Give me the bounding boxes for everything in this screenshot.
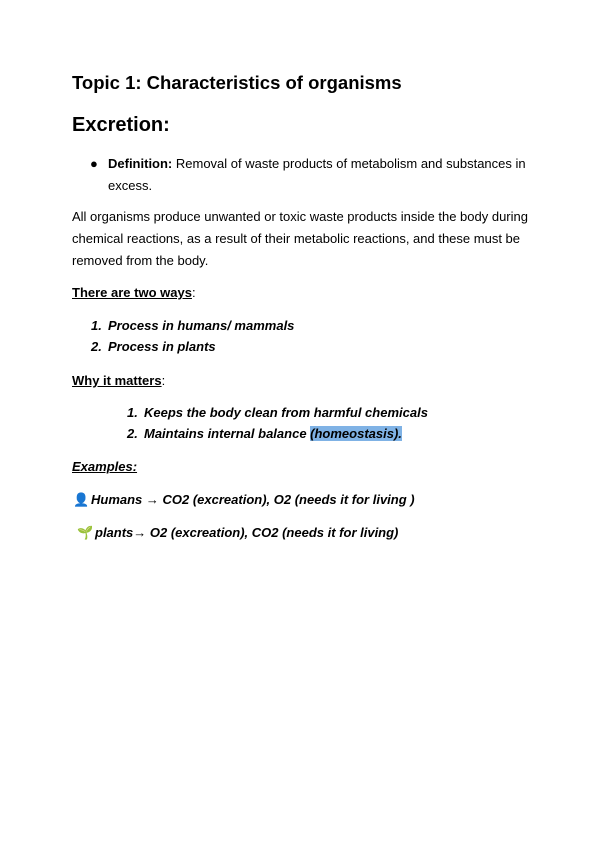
list-item <box>127 402 428 423</box>
example-humans-text: Humans → CO2 (excreation), O2 (needs it for living ) <box>91 492 415 507</box>
ways-heading <box>72 285 196 300</box>
highlighted-text: (homeostasis). <box>310 426 402 441</box>
list-item <box>91 336 294 357</box>
list-item <box>91 315 294 336</box>
examples-heading: Examples: <box>72 459 138 474</box>
matters-colon: : <box>161 373 166 388</box>
section-heading: Excretion: <box>72 114 170 136</box>
definition-bullet <box>90 153 540 197</box>
definition-label: Definition: <box>108 156 173 171</box>
bullet-dot-icon: ● <box>90 156 98 171</box>
list-text: Keeps the body clean from harmful chemicals <box>144 405 428 420</box>
list-text: Process in plants <box>108 339 216 354</box>
example-plants <box>77 525 398 541</box>
list-number: 1. <box>91 318 102 333</box>
list-text: Maintains internal balance <box>144 426 311 441</box>
person-icon: 👤 <box>73 492 90 507</box>
ways-colon: : <box>191 285 196 300</box>
matters-list <box>127 402 428 444</box>
matters-heading-text: Why it matters <box>72 373 162 388</box>
list-number: 2. <box>127 426 138 441</box>
list-number: 2. <box>91 339 102 354</box>
page-title: Topic 1: Characteristics of organisms <box>72 72 402 93</box>
example-humans <box>73 492 415 508</box>
list-number: 1. <box>127 405 138 420</box>
ways-list <box>91 315 294 357</box>
definition-text <box>90 153 540 197</box>
list-item <box>127 423 428 444</box>
list-text: Process in humans/ mammals <box>108 318 295 333</box>
example-plants-text: plants→ O2 (excreation), CO2 (needs it for living) <box>95 525 399 540</box>
definition-body: Removal of waste products of metabolism and substances in excess. <box>108 156 526 193</box>
seedling-icon: 🌱 <box>77 525 94 540</box>
ways-heading-text: There are two ways <box>72 285 192 300</box>
body-paragraph: All organisms produce unwanted or toxic waste products inside the body during chemical reactions, as a result of their metabolic reactions, and these must be removed from the body. <box>72 209 528 268</box>
matters-heading <box>72 373 165 388</box>
